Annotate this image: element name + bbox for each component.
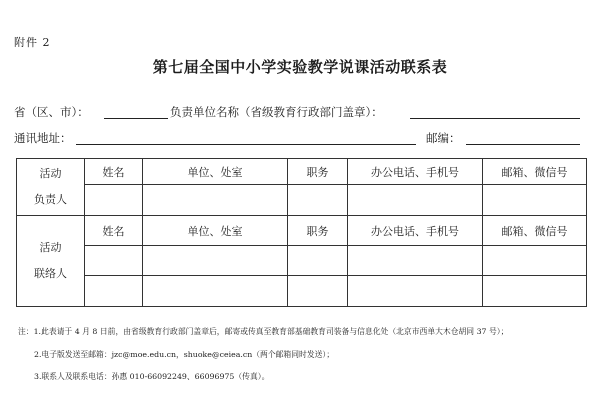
table-row xyxy=(17,185,587,216)
entry-cell[interactable] xyxy=(483,246,587,276)
entry-cell[interactable] xyxy=(348,246,483,276)
group-label-leader: 活动 负责人 xyxy=(17,159,85,216)
column-header-unit: 单位、处室 xyxy=(143,159,288,185)
entry-cell[interactable] xyxy=(85,185,143,216)
note-1: 注：1.此表请于 4 月 8 日前，由省级教育行政部门盖章后，邮寄或传真至教育部基础教育司装备与信息化处（北京市西单大木仓胡同 37 号）； xyxy=(18,327,509,336)
column-header-position: 职务 xyxy=(288,216,348,246)
contact-table xyxy=(16,158,587,307)
attachment-label: 附件 2 xyxy=(14,36,51,49)
address-blank[interactable] xyxy=(76,144,416,145)
column-header-email: 邮箱、微信号 xyxy=(483,159,587,185)
province-blank[interactable] xyxy=(104,118,168,119)
column-header-name: 姓名 xyxy=(85,159,143,185)
table-row xyxy=(17,159,587,185)
entry-cell[interactable] xyxy=(348,276,483,307)
entry-cell[interactable] xyxy=(143,185,288,216)
entry-cell[interactable] xyxy=(85,276,143,307)
table-row xyxy=(17,216,587,246)
column-header-email: 邮箱、微信号 xyxy=(483,216,587,246)
entry-cell[interactable] xyxy=(288,185,348,216)
entry-cell[interactable] xyxy=(348,185,483,216)
column-header-phone: 办公电话、手机号 xyxy=(348,216,483,246)
entry-cell[interactable] xyxy=(143,246,288,276)
column-header-name: 姓名 xyxy=(85,216,143,246)
note-2: 2.电子版发送至邮箱：jzc@moe.edu.cn，shuoke@ceiea.cn（两个邮箱同时发送）； xyxy=(34,350,335,359)
entry-cell[interactable] xyxy=(143,276,288,307)
unit-name-label: 负责单位名称（省级教育行政部门盖章）： xyxy=(170,105,383,119)
entry-cell[interactable] xyxy=(288,246,348,276)
postcode-blank[interactable] xyxy=(466,144,580,145)
table-row xyxy=(17,246,587,276)
entry-cell[interactable] xyxy=(483,185,587,216)
address-label: 通讯地址： xyxy=(14,131,72,145)
column-header-phone: 办公电话、手机号 xyxy=(348,159,483,185)
column-header-position: 职务 xyxy=(288,159,348,185)
unit-name-blank[interactable] xyxy=(410,118,580,119)
note-3: 3.联系人及联系电话：孙惠 010-66092249、66096975（传真）。 xyxy=(34,372,270,381)
column-header-unit: 单位、处室 xyxy=(143,216,288,246)
page-title: 第七届全国中小学实验教学说课活动联系表 xyxy=(152,58,448,76)
entry-cell[interactable] xyxy=(288,276,348,307)
entry-cell[interactable] xyxy=(483,276,587,307)
postcode-label: 邮编： xyxy=(426,131,461,145)
group-label-liaison: 活动 联络人 xyxy=(17,216,85,307)
entry-cell[interactable] xyxy=(85,246,143,276)
province-label: 省（区、市）： xyxy=(14,105,89,119)
table-row xyxy=(17,276,587,307)
